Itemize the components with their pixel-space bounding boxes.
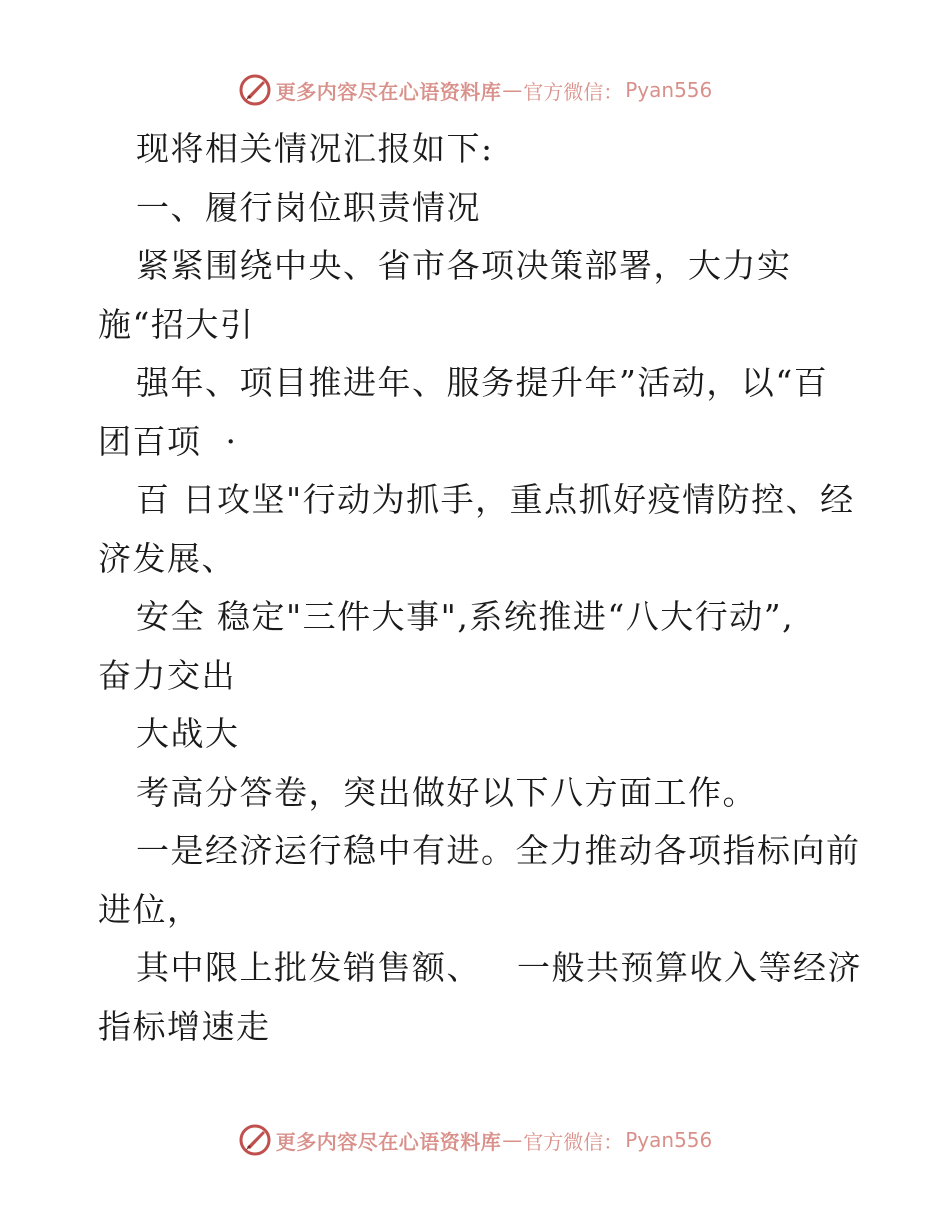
document-line: 一是经济运行稳中有进。全力推动各项指标向前 <box>136 831 861 870</box>
document-line: 现将相关情况汇报如下: <box>136 129 494 168</box>
document-line: 济发展、 <box>98 538 236 578</box>
document-line: 团百项 · <box>98 421 238 461</box>
document-line: 大战大 <box>136 714 240 753</box>
watermark-footer <box>0 1120 950 1160</box>
document-line: 考高分答卷，突出做好以下八方面工作。 <box>136 772 757 812</box>
watermark-brand: 更多内容尽在心语资料库 <box>275 1129 502 1154</box>
document-body <box>98 120 862 1056</box>
document-line: 强年、项目推进年、服务提升年”活动，以“百 <box>136 363 829 402</box>
document-line: 一、履行岗位职责情况 <box>136 187 481 227</box>
watermark-separator: — <box>502 1128 523 1152</box>
watermark-brand: 更多内容尽在心语资料库 <box>275 79 502 104</box>
watermark-sub: 官方微信： <box>523 79 624 104</box>
document-line: 奋力交出 <box>98 655 236 695</box>
watermark-sub: 官方微信： <box>523 1129 624 1154</box>
watermark-wechat-id: Pyan556 <box>625 1128 713 1152</box>
document-line: 指标增速走 <box>98 1006 271 1046</box>
quill-logo-icon <box>238 73 272 107</box>
quill-logo-icon <box>238 1123 272 1157</box>
watermark-wechat-id: Pyan556 <box>625 78 713 102</box>
document-line: 紧紧围绕中央、省市各项决策部署，大力实 <box>136 246 792 285</box>
document-line: 百 日攻坚"行动为抓手，重点抓好疫情防控、经 <box>136 480 855 519</box>
document-line: 其中限上批发销售额、 一般共预算收入等经济 <box>136 948 862 987</box>
watermark-separator: — <box>502 78 523 102</box>
document-line: 施“招大引 <box>98 304 255 344</box>
watermark-header <box>0 70 950 110</box>
document-line: 进位， <box>98 889 202 929</box>
document-line: 安全 稳定"三件大事",系统推进“八大行动”, <box>136 597 795 636</box>
